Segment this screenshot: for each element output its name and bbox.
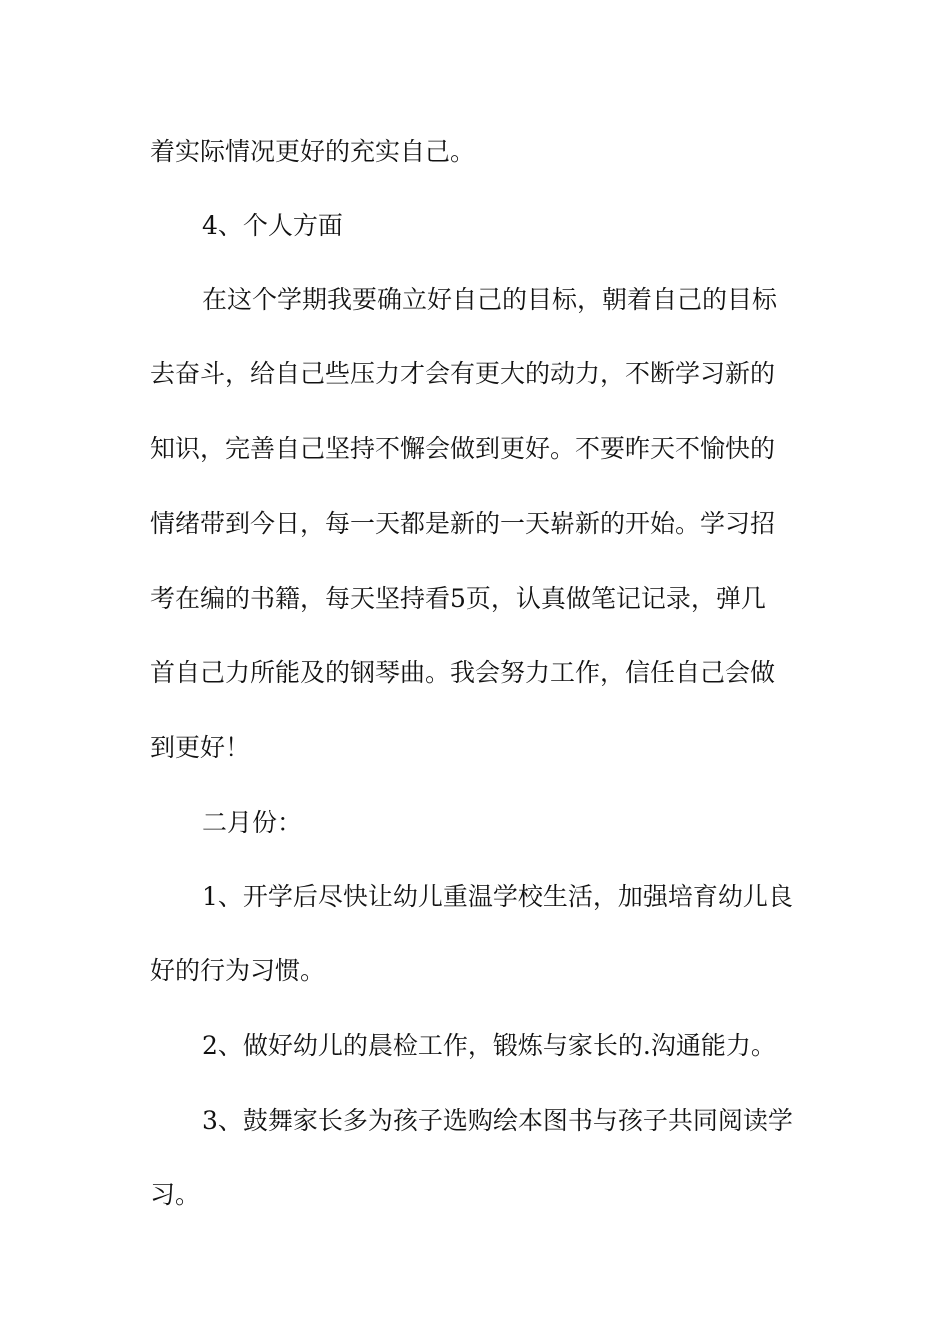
list-item-1: 1、开学后尽快让幼儿重温学校生活，加强培育幼儿良 <box>202 882 793 911</box>
paragraph-line: 去奋斗，给自己些压力才会有更大的动力，不断学习新的 <box>150 359 776 388</box>
paragraph-line: 知识，完善自己坚持不懈会做到更好。不要昨天不愉快的 <box>150 434 776 463</box>
paragraph-line: 情绪带到今日，每一天都是新的一天崭新的开始。学习招 <box>150 509 776 538</box>
list-item-2: 2、做好幼儿的晨检工作，锻炼与家长的.沟通能力。 <box>202 1031 776 1060</box>
list-item-3-continuation: 习。 <box>150 1180 201 1209</box>
section-heading-personal: 4、个人方面 <box>202 211 343 240</box>
section-heading-february: 二月份： <box>202 808 303 837</box>
paragraph-line: 首自己力所能及的钢琴曲。我会努力工作，信任自己会做 <box>150 658 776 687</box>
paragraph-continuation: 着实际情况更好的充实自己。 <box>150 137 476 166</box>
paragraph-line: 到更好！ <box>150 733 251 762</box>
list-item-3: 3、鼓舞家长多为孩子选购绘本图书与孩子共同阅读学 <box>202 1106 793 1135</box>
paragraph-line: 考在编的书籍，每天坚持看5页，认真做笔记记录，弹几 <box>150 584 766 613</box>
list-item-1-continuation: 好的行为习惯。 <box>150 956 326 985</box>
paragraph-line: 在这个学期我要确立好自己的目标，朝着自己的目标 <box>202 285 778 314</box>
